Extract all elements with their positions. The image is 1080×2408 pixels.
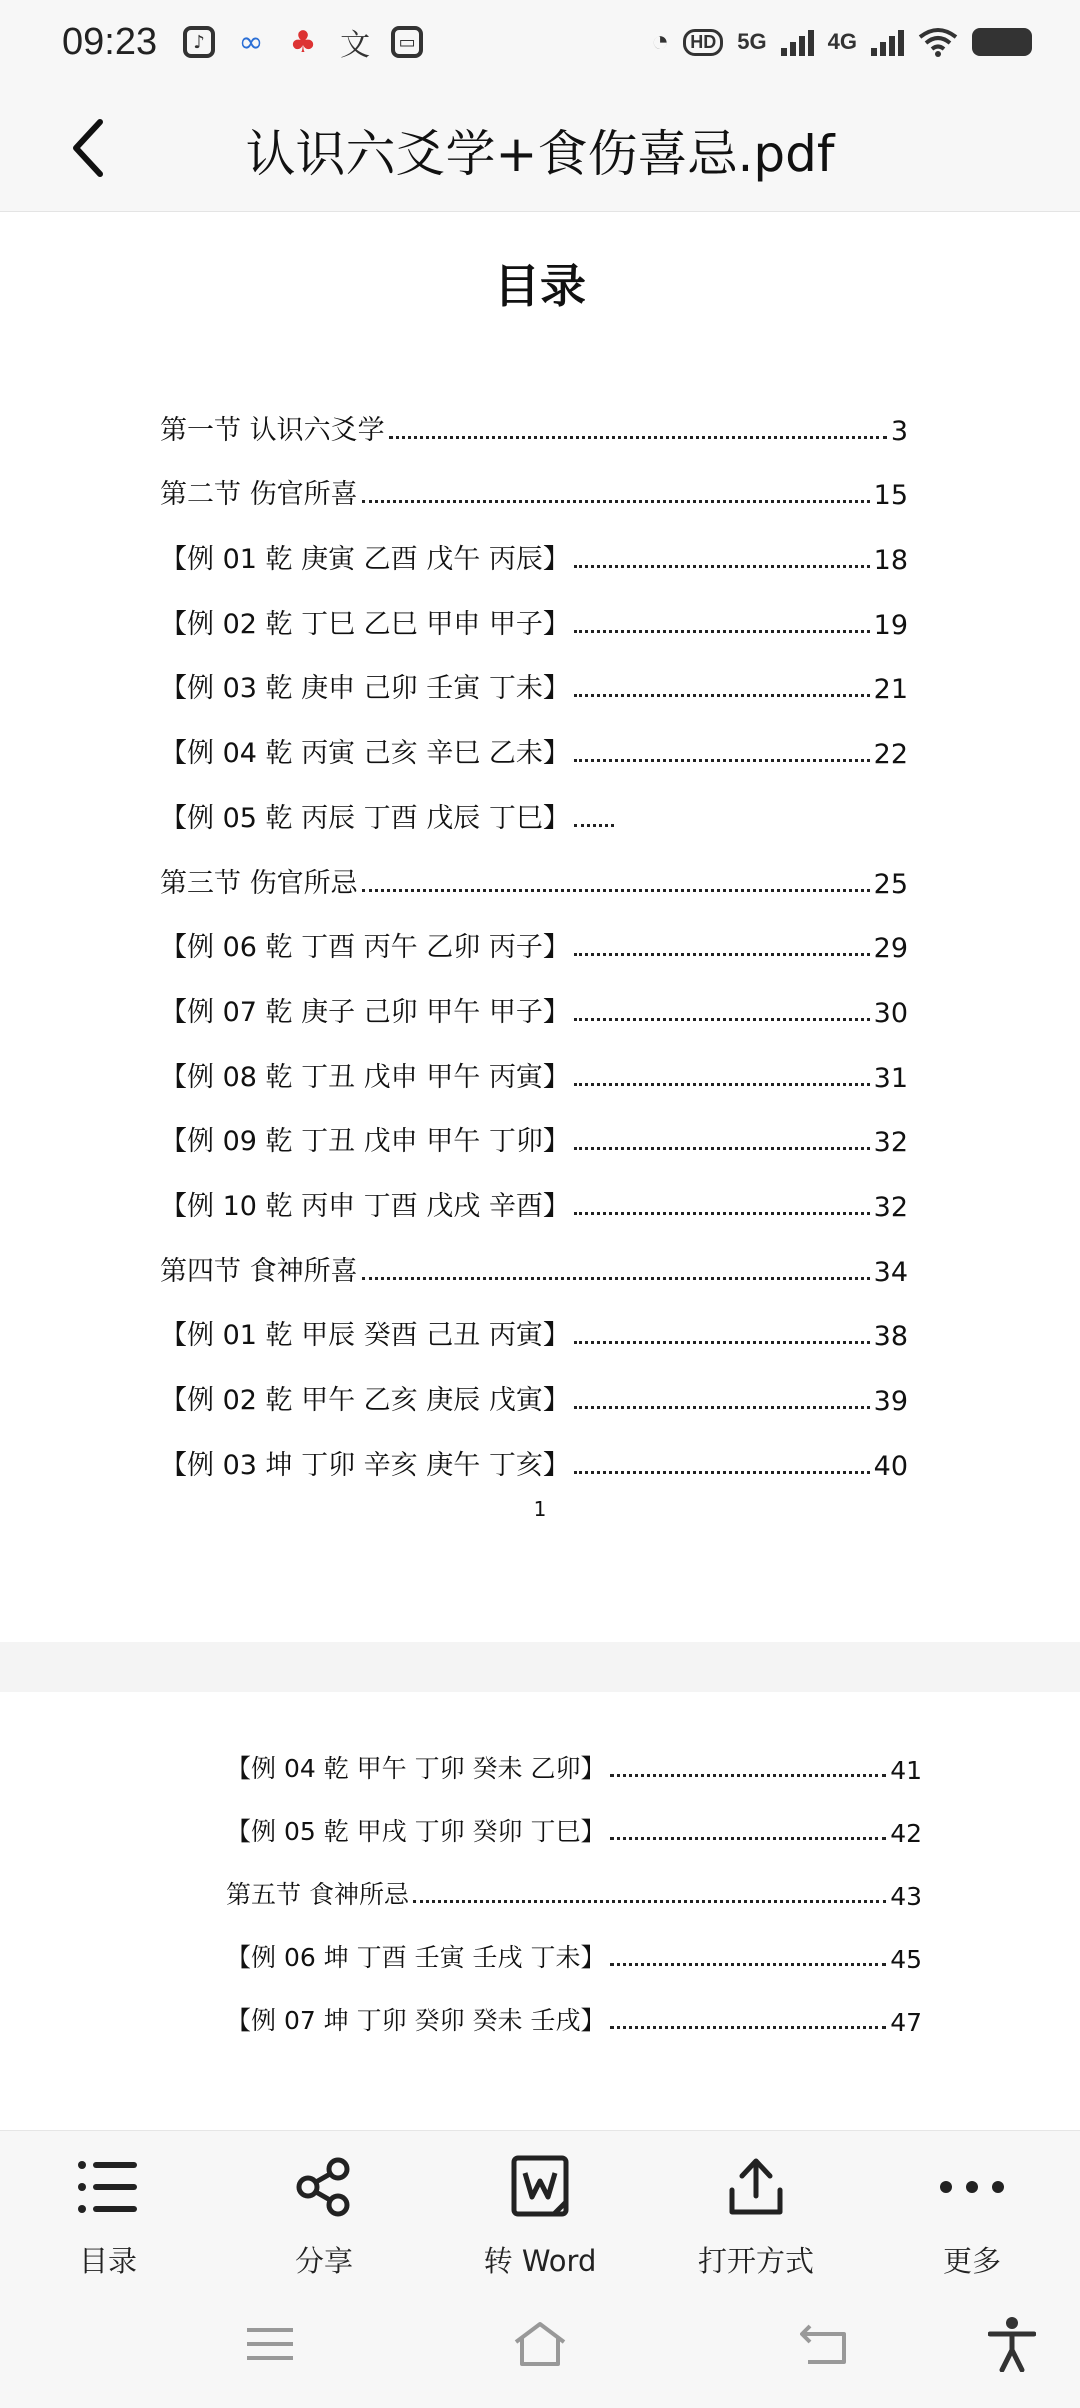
pdf-page-2 <box>0 1692 1080 2130</box>
toc-entry <box>226 1722 922 1785</box>
toc-entry-page: 42 <box>890 1819 922 1848</box>
toc-list <box>226 1722 922 2037</box>
toc-entry-text: 【例 10 乾 丙申 丁酉 戊戌 辛酉】 <box>160 1190 570 1222</box>
toc-dots <box>574 630 870 633</box>
list-icon <box>73 2153 143 2221</box>
toc-entry-text: 【例 03 坤 丁卯 辛亥 庚午 丁亥】 <box>160 1449 570 1481</box>
toc-entry-text: 【例 01 乾 甲辰 癸酉 己丑 丙寅】 <box>160 1320 570 1352</box>
toc-entry-page: 21 <box>873 674 908 706</box>
toc-entry <box>160 511 908 576</box>
open-with-button[interactable] <box>648 2131 864 2280</box>
more-button[interactable] <box>864 2131 1080 2280</box>
toc-entry-text: 第五节 食神所忌 <box>226 1880 409 1909</box>
accessibility-icon <box>988 2316 1036 2372</box>
toc-entry-page: 47 <box>890 2008 922 2037</box>
toc-dots <box>362 889 870 892</box>
wifi-icon <box>918 27 958 57</box>
toc-entry <box>160 1352 908 1417</box>
share-button-label: 分享 <box>294 2244 353 2278</box>
toc-dots <box>574 1083 870 1086</box>
back-nav-button[interactable] <box>790 2308 862 2380</box>
toc-entry <box>160 1223 908 1288</box>
toc-entry-page: 41 <box>890 1756 922 1785</box>
toc-entry <box>226 1848 922 1911</box>
toc-entry-text: 【例 05 乾 丙辰 丁酉 戊辰 丁巳】 <box>160 802 570 834</box>
toc-entry <box>160 641 908 706</box>
toc-dots <box>574 565 870 568</box>
toc-entry-page: 31 <box>873 1062 908 1094</box>
toc-entry <box>160 382 908 447</box>
toc-entry-page: 45 <box>890 1945 922 1974</box>
toc-entry <box>160 770 908 835</box>
battery-icon <box>972 28 1032 56</box>
more-button-label: 更多 <box>942 2244 1001 2278</box>
home-icon <box>512 2320 568 2368</box>
wen-icon: 文 <box>340 28 371 63</box>
status-bar <box>0 0 1080 84</box>
baidu-netdisk-icon: ∞ <box>238 24 264 60</box>
hd-icon: HD <box>683 29 723 56</box>
home-button[interactable] <box>504 2308 576 2380</box>
toc-entry-page: 25 <box>873 868 908 900</box>
speed-icon: ◔ <box>651 25 670 58</box>
open-with-button-label: 打开方式 <box>697 2244 814 2278</box>
system-nav-bar <box>0 2280 1080 2408</box>
toc-entry <box>160 964 908 1029</box>
toc-list <box>160 382 908 1482</box>
share-icon <box>289 2153 359 2221</box>
toc-entry <box>160 1288 908 1353</box>
toc-entry <box>160 1158 908 1223</box>
toc-entry-page: 32 <box>873 1127 908 1159</box>
toc-dots <box>610 1774 887 1777</box>
toc-entry-text: 【例 09 乾 丁丑 戊申 甲午 丁卯】 <box>160 1126 570 1158</box>
toc-entry-text: 第一节 认识六爻学 <box>160 414 385 446</box>
toc-dots <box>389 436 887 439</box>
bottom-toolbar <box>0 2130 1080 2280</box>
toc-entry-text: 【例 06 坤 丁酉 壬寅 壬戌 丁未】 <box>226 1943 606 1972</box>
toc-entry-text: 【例 02 乾 丁巳 乙巳 甲申 甲子】 <box>160 608 570 640</box>
toc-dots <box>574 1147 870 1150</box>
status-time: 09:23 <box>62 20 158 63</box>
network-label-1: 5G <box>737 29 767 54</box>
toc-entry-page: 43 <box>890 1882 922 1911</box>
convert-word-button-label: 转 Word <box>483 2244 597 2278</box>
toc-entry-text: 【例 07 乾 庚子 己卯 甲午 甲子】 <box>160 996 570 1028</box>
toc-entry-text: 【例 02 乾 甲午 乙亥 庚辰 戊寅】 <box>160 1385 570 1416</box>
accessibility-button[interactable] <box>976 2308 1048 2380</box>
toc-entry-page: 32 <box>873 1191 908 1223</box>
word-icon <box>505 2153 575 2221</box>
toc-dots <box>574 824 614 827</box>
toc-entry-text: 【例 08 乾 丁丑 戊申 甲午 丙寅】 <box>160 1061 570 1093</box>
toc-dots <box>413 1900 886 1903</box>
toc-entry-page: 38 <box>873 1321 908 1353</box>
toc-entry <box>226 1785 922 1848</box>
title-bar <box>0 84 1080 212</box>
status-app-icons <box>183 24 423 63</box>
toc-entry-text: 【例 05 乾 甲戌 丁卯 癸卯 丁巳】 <box>226 1817 606 1846</box>
toc-entry-page: 3 <box>890 415 908 447</box>
toc-dots <box>610 1837 887 1840</box>
toc-entry <box>160 900 908 965</box>
toc-entry-text: 第三节 伤官所忌 <box>160 867 358 899</box>
toc-button-label: 目录 <box>78 2244 137 2278</box>
toc-entry-page: 30 <box>873 997 908 1029</box>
toc-entry-page: 19 <box>873 609 908 641</box>
toc-entry <box>160 576 908 641</box>
toc-dots <box>574 1406 870 1409</box>
pdf-viewer[interactable] <box>0 212 1080 2130</box>
toc-entry-text: 【例 03 乾 庚申 己卯 壬寅 丁未】 <box>160 673 570 705</box>
page-title: 认识六爻学+食伤喜忌.pdf <box>245 125 835 183</box>
toc-entry-page: 22 <box>873 739 908 771</box>
toc-dots <box>574 1018 870 1021</box>
toc-entry-page: 40 <box>873 1450 908 1482</box>
toc-entry-page: 34 <box>873 1256 908 1288</box>
toc-entry-text: 第四节 食神所喜 <box>160 1255 358 1287</box>
toc-heading: 目录 <box>494 259 586 313</box>
toc-dots <box>362 500 870 503</box>
more-icon <box>937 2153 1007 2221</box>
toc-dots <box>574 759 870 762</box>
toc-entry <box>160 1417 908 1482</box>
toc-entry-page: 18 <box>873 545 908 577</box>
signal-icon-1 <box>781 28 814 56</box>
toc-entry <box>160 447 908 512</box>
menu-button[interactable] <box>234 2308 306 2380</box>
toc-entry-text: 【例 04 乾 丙寅 己亥 辛巳 乙未】 <box>160 738 570 770</box>
game-icon: ♣ <box>289 24 317 60</box>
toc-button[interactable] <box>0 2131 216 2280</box>
status-indicators <box>651 25 1032 59</box>
network-label-2: 4G <box>827 29 857 54</box>
toc-dots <box>574 953 870 956</box>
toc-entry-page: 15 <box>873 480 908 512</box>
menu-icon <box>247 2326 293 2362</box>
back-nav-icon <box>800 2322 852 2366</box>
toc-entry <box>226 1911 922 1974</box>
toc-entry-text: 【例 01 乾 庚寅 乙酉 戊午 丙辰】 <box>160 544 570 576</box>
toc-entry-text: 【例 07 坤 丁卯 癸卯 癸未 壬戌】 <box>226 2006 606 2035</box>
store-icon: ▭ <box>391 26 423 58</box>
pdf-page-1 <box>0 212 1080 1642</box>
toc-entry-page: 39 <box>873 1386 908 1417</box>
toc-dots <box>610 1963 887 1966</box>
toc-entry-text: 第二节 伤官所喜 <box>160 479 358 511</box>
toc-dots <box>574 1212 870 1215</box>
toc-entry-text: 【例 06 乾 丁酉 丙午 乙卯 丙子】 <box>160 932 570 964</box>
toc-entry-page: 29 <box>873 933 908 965</box>
toc-dots <box>574 1341 870 1344</box>
toc-entry-text: 【例 04 乾 甲午 丁卯 癸未 乙卯】 <box>226 1754 606 1783</box>
toc-entry <box>226 1974 922 2037</box>
open-with-icon <box>721 2153 791 2221</box>
toc-entry <box>160 1029 908 1094</box>
toc-dots <box>362 1277 870 1280</box>
toc-entry <box>160 1094 908 1159</box>
convert-word-button[interactable] <box>432 2131 648 2280</box>
toc-entry <box>160 835 908 900</box>
toc-entry <box>160 705 908 770</box>
signal-icon-2 <box>871 28 904 56</box>
toc-dots <box>574 694 870 697</box>
tiktok-icon: ♪ <box>183 26 215 58</box>
toc-dots <box>610 2026 887 2029</box>
toc-dots <box>574 1471 870 1474</box>
share-button[interactable] <box>216 2131 432 2280</box>
pdf-page-number: 1 <box>533 1497 547 1521</box>
